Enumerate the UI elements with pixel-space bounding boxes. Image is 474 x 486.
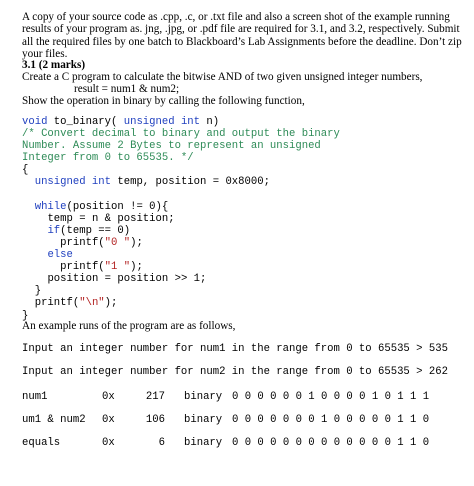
code-text: to_binary( [47,116,124,128]
instructions-paragraph: A copy of your source code as .cpp, .c, or .txt file and also a screen shot of the example running results of your program as. jng, .jpg, or .pdf file are required for 3.1, and 3.2, respectively. Submit all the required files by one batch to Blackboard’s Lab Assignments before the deadline. Don’t zip your files. [22,11,462,61]
row-bits: 0 0 0 0 0 0 1 0 0 0 0 1 0 1 1 1 [232,391,430,403]
code-text: (position != 0){ [66,200,169,213]
example-intro: An example runs of the program are as follows, [22,320,236,332]
row-binary-word: binary [184,414,223,426]
code-keyword: if [47,224,61,237]
code-text: ); [130,236,143,249]
row-bits: 0 0 0 0 0 0 0 1 0 0 0 0 0 1 1 0 [232,414,430,426]
code-text: (temp == 0) [60,224,131,237]
code-keyword: unsigned int [34,176,112,189]
input-line-num2: Input an integer number for num2 in the range from 0 to 65535 > 262 [22,366,448,378]
code-text: { [22,164,29,177]
code-listing [22,116,340,322]
code-text: printf( [60,261,105,274]
code-text: } [34,285,42,298]
row-value: 6 [158,437,165,449]
section-title: 3.1 (2 marks) [22,59,86,71]
code-text: } [22,309,29,322]
row-bits: 0 0 0 0 0 0 0 0 0 0 0 0 0 1 1 0 [232,437,430,449]
row-label: um1 & num2 [22,414,86,426]
code-string: "1 " [104,261,131,274]
code-text: position = position >> 1; [47,273,207,286]
show-instruction: Show the operation in binary by calling the following function, [22,95,305,107]
code-text: temp, position = 0x8000; [111,176,270,189]
result-expression: result = num1 & num2; [74,83,180,95]
code-text: ); [130,261,143,274]
task-description: Create a C program to calculate the bitwise AND of two given unsigned integer numbers, [22,71,423,83]
row-binary-word: binary [184,437,223,449]
code-keyword: unsigned int [123,116,201,128]
row-hex-prefix: 0x [102,391,115,403]
code-text: printf( [34,297,80,310]
code-comment: /* Convert decimal to binary and output the binary [22,128,340,141]
code-string: "\n" [79,297,105,310]
row-hex-prefix: 0x [102,414,115,426]
code-keyword: while [34,200,67,213]
code-keyword: void [22,116,48,128]
input-line-num1: Input an integer number for num1 in the range from 0 to 65535 > 535 [22,343,448,355]
code-text: printf( [60,236,105,249]
code-text: ); [104,297,118,310]
row-hex-prefix: 0x [102,437,115,449]
code-text: temp = n & position; [47,212,175,225]
row-label: num1 [22,391,48,403]
row-label: equals [22,437,61,449]
code-string: "0 " [104,236,131,249]
code-comment: Number. Assume 2 Bytes to represent an unsigned [22,140,321,153]
row-value: 217 [145,391,165,403]
code-comment: Integer from 0 to 65535. */ [22,152,194,165]
row-value: 106 [145,414,165,426]
code-text: n) [200,116,220,128]
row-binary-word: binary [184,391,223,403]
code-keyword: else [47,249,73,262]
